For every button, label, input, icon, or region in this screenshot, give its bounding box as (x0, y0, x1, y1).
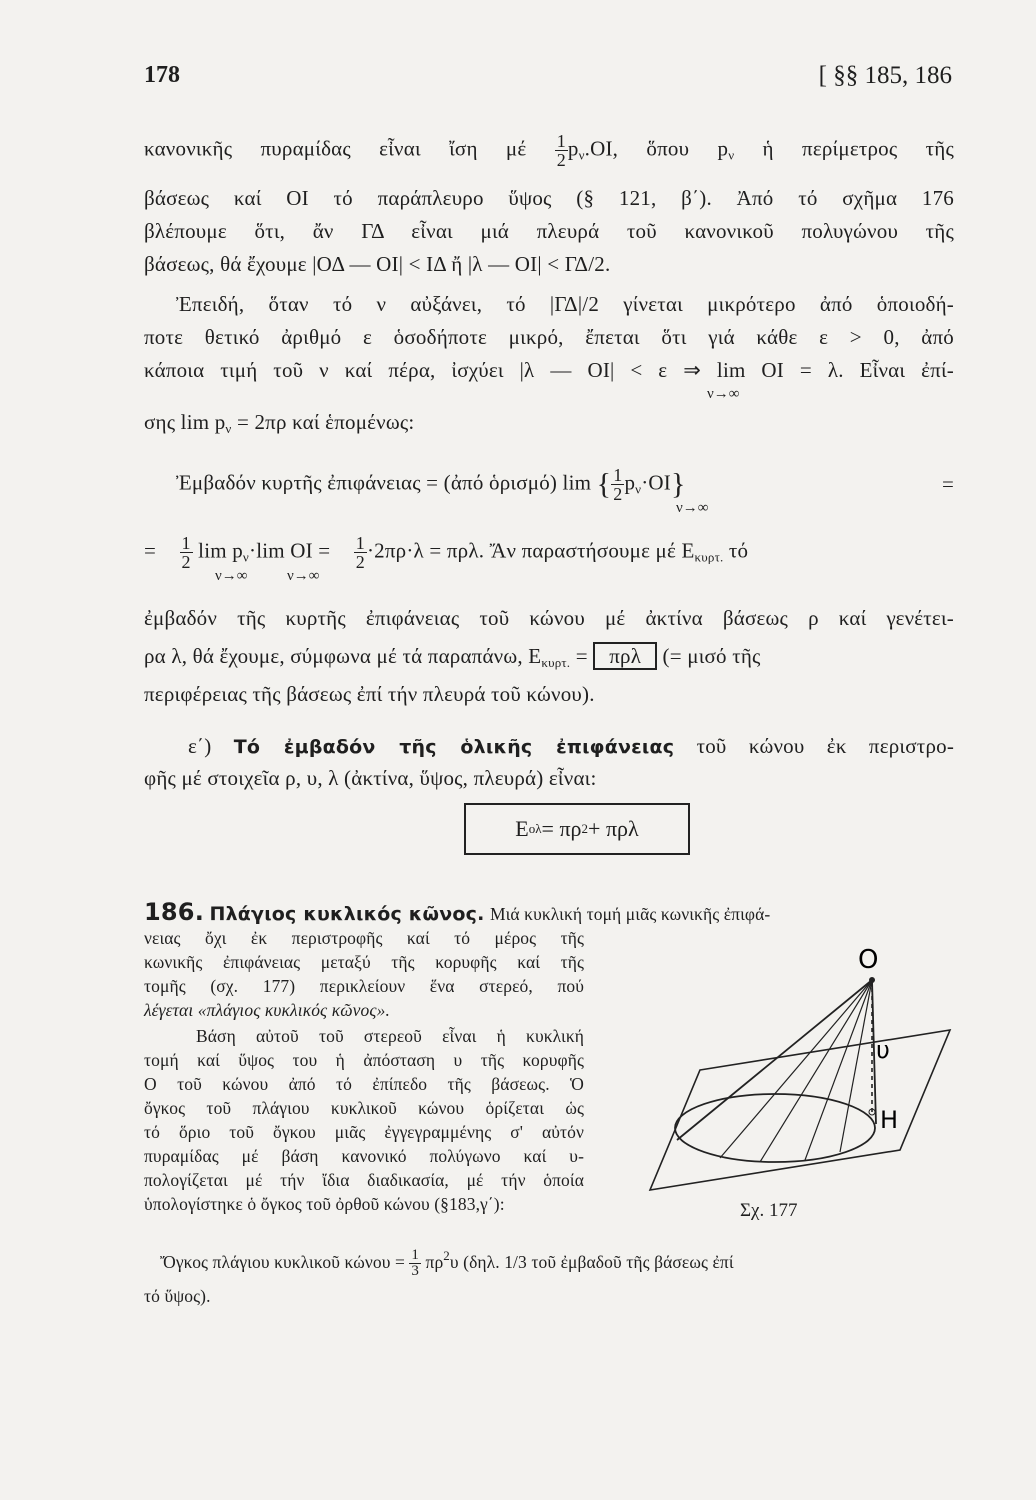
total-area-formula (464, 803, 690, 855)
limit-subscript: ν→∞ (676, 500, 709, 516)
text-line-7: κάποια τιμή τοῦ ν καί πέρα, ἰσχύει |λ — ΟΙ| < ε ⇒ lim ΟΙ = λ. Εἶναι ἐπί- (144, 358, 954, 382)
text-line-6: ποτε θετικό ἀριθμό ε ὁσοδήποτε μικρό, ἔπεται ὅτι γιά κάθε ε > 0, ἀπό (144, 325, 954, 349)
page-number: 178 (144, 62, 180, 88)
fraction-half (611, 466, 624, 503)
text-s6: Βάση αὐτοῦ τοῦ στερεοῦ εἶναι ἡ κυκλική (196, 1026, 584, 1046)
frac-num: 1 (355, 533, 365, 553)
text-l10-eq: = (144, 538, 157, 563)
text-line-11: ἐμβαδόν τῆς κυρτῆς ἐπιφάνειας τοῦ κώνου μέ ἀκτίνα βάσεως ρ καί γενέτει- (144, 606, 954, 630)
text-line-13: περιφέρειας τῆς βάσεως ἐπί τήν πλευρά τοῦ κώνου). (144, 682, 595, 706)
frac-den: 2 (556, 150, 566, 170)
text-l1a: κανονικῆς πυραμίδας εἶναι ἴση μέ (144, 136, 527, 161)
formula-E: Ε (515, 816, 529, 841)
section-186-heading (144, 898, 956, 927)
text-l10d: τό (723, 538, 749, 563)
text-l12a: ρα λ, θά ἔχουμε, σύμφωνα μέ τά παραπάνω, Ε (144, 644, 542, 668)
text-l10b: ·lim ΟΙ = (249, 538, 331, 563)
text-line-4: βάσεως, θά ἔχουμε |ΟΔ — ΟΙ| < ΙΔ ἤ |λ — ΟΙ| < ΓΔ/2. (144, 252, 611, 276)
label-H: H (880, 1106, 899, 1134)
text-s11: πυραμίδας μέ βάση κανονικό πολύγωνο καί υ- (144, 1146, 584, 1166)
sub-nu: ν (225, 421, 232, 436)
sub-nu: ν (242, 549, 249, 565)
fraction-half (180, 534, 193, 571)
label-u: υ (876, 1036, 890, 1064)
text-l9a: Ἐμβαδόν κυρτῆς ἐπιφάνειας = (ἀπό ὁρισμό) lim (176, 470, 592, 495)
text-line-12 (144, 642, 954, 671)
text-s8: Ο τοῦ κώνου ἀπό τό ἐπίπεδο τῆς βάσεως. Ὁ (144, 1074, 584, 1094)
text-line-14 (188, 734, 954, 759)
base-plane (650, 1030, 950, 1190)
frac-num: 1 (613, 465, 623, 485)
text-s10: τό ὅριο τοῦ ὄγκου μιᾶς ἐγγεγραμμένης σ' αὐτόν (144, 1122, 584, 1142)
text-l9c: ·ΟΙ (641, 470, 671, 495)
sup-two: 2 (443, 1248, 450, 1263)
text-l9d: = (941, 472, 954, 496)
text-s13: ὑπολογίστηκε ὁ ὄγκος τοῦ ὀρθοῦ κώνου (§183,γ΄): (144, 1194, 505, 1214)
text-s4: τομῆς (σχ. 177) περικλείουν ἕνα στερεό, πού (144, 976, 584, 996)
frac-num: 1 (181, 533, 191, 553)
frac-den: 3 (411, 1263, 420, 1280)
formula-sub: ολ (528, 821, 542, 836)
frac-num: 1 (556, 131, 566, 151)
text-l9b: p (624, 470, 636, 495)
text-s5: λέγεται «πλάγιος κυκλικός κῶνος». (144, 1000, 390, 1020)
text-s3: κωνικῆς ἐπιφάνειας μεταξύ τῆς κορυφῆς καί τῆς (144, 952, 584, 972)
sub-kyrt: κυρτ. (694, 549, 724, 565)
subheading-total-area: Τό ἐμβαδόν τῆς ὁλικῆς ἐπιφάνειας (233, 736, 675, 758)
oblique-cone-figure (640, 940, 980, 1200)
text-l12c: (= μισό τῆς (657, 644, 761, 668)
fraction-third (409, 1248, 421, 1279)
sub-nu: ν (728, 147, 735, 163)
frac-den: 2 (613, 484, 623, 504)
text-line-2: βάσεως καί ΟΙ τό παράπλευρο ὕψος (§ 121, β΄). Ἀπό τό σχῆμα 176 (144, 186, 954, 210)
text-line-10 (144, 534, 954, 571)
text-s15: τό ὕψος). (144, 1286, 211, 1306)
item-label: ε΄) (188, 734, 212, 758)
limit-subscript: ν→∞ (287, 568, 320, 584)
text-s14 (160, 1248, 960, 1279)
text-s9: ὄγκος τοῦ πλάγιου κυκλικοῦ κώνου ὁρίζεται ὡς (144, 1098, 584, 1118)
frac-den: 2 (181, 552, 191, 572)
formula-sup: 2 (581, 821, 589, 836)
text-s12: πολογίζεται μέ τήν ἴδια διαδικασία, μέ τήν ὁποία (144, 1170, 584, 1190)
formula-a: = πρ (541, 816, 582, 841)
figure-caption: Σχ. 177 (740, 1200, 798, 1221)
text-l1d: ἡ περίμετρος τῆς (734, 136, 955, 161)
text-line-8 (144, 410, 954, 437)
text-s14c: υ (δηλ. 1/3 τοῦ ἐμβαδοῦ τῆς βάσεως ἐπί (449, 1252, 734, 1272)
text-l8: σης lim p (144, 410, 226, 434)
fraction-half (354, 534, 367, 571)
text-s7: τομή καί ὕψος του ἡ ἀπόσταση υ τῆς κορυφῆς (144, 1050, 584, 1070)
limit-subscript: ν→∞ (707, 386, 740, 402)
left-brace: { (596, 467, 612, 501)
text-s2: νειας ὄχι ἐκ περιστροφῆς καί τό μέρος τῆς (144, 928, 584, 948)
text-line-9 (176, 466, 954, 503)
text-l8b: = 2πρ καί ἑπομένως: (231, 410, 415, 434)
fraction-half (555, 132, 568, 169)
right-brace: } (670, 467, 686, 501)
text-l1b: p (567, 136, 579, 161)
section-title: Πλάγιος κυκλικός κῶνος. (209, 903, 485, 925)
text-line-5: Ἐπειδή, ὅταν τό ν αὐξάνει, τό |ΓΔ|/2 γίνεται μικρότερο ἀπό ὁποιοδή- (176, 292, 954, 316)
formula-b: + πρλ (588, 816, 639, 841)
text-line-3: βλέπουμε ὅτι, ἄν ΓΔ εἶναι μιά πλευρά τοῦ κανονικοῦ πολυγώνου τῆς (144, 219, 954, 243)
label-O: O (858, 945, 879, 975)
text-s1b: Μιά κυκλική τομή μιᾶς κωνικῆς ἐπιφά- (489, 904, 771, 924)
inner-line-1 (720, 980, 872, 1158)
text-l14b: τοῦ κώνου ἐκ περιστρο- (696, 734, 955, 758)
text-line-15: φῆς μέ στοιχεῖα ρ, υ, λ (ἀκτίνα, ὕψος, πλευρά) εἶναι: (144, 766, 597, 790)
text-line-1 (144, 132, 954, 169)
section-number: 186. (144, 898, 205, 926)
boxed-formula: πρλ (593, 642, 657, 670)
limit-subscript: ν→∞ (215, 568, 248, 584)
sub-kyrt: κυρτ. (541, 655, 571, 670)
sub-nu: ν (578, 147, 585, 163)
text-s14b: πρ (425, 1252, 444, 1272)
frac-den: 2 (355, 552, 365, 572)
sub-nu: ν (635, 481, 642, 497)
frac-num: 1 (411, 1247, 420, 1264)
text-s14a: Ὄγκος πλάγιου κυκλικοῦ κώνου = (160, 1252, 405, 1272)
apex-point (869, 977, 875, 983)
section-reference: [ §§ 185, 186 (818, 62, 952, 89)
text-l1c: .ΟΙ, ὅπου p (584, 136, 729, 161)
text-l10a: lim p (198, 538, 243, 563)
text-l10c: ·2πρ·λ = πρλ. Ἄν παραστήσουμε μέ Ε (366, 538, 695, 563)
text-l12b: = (570, 644, 594, 668)
